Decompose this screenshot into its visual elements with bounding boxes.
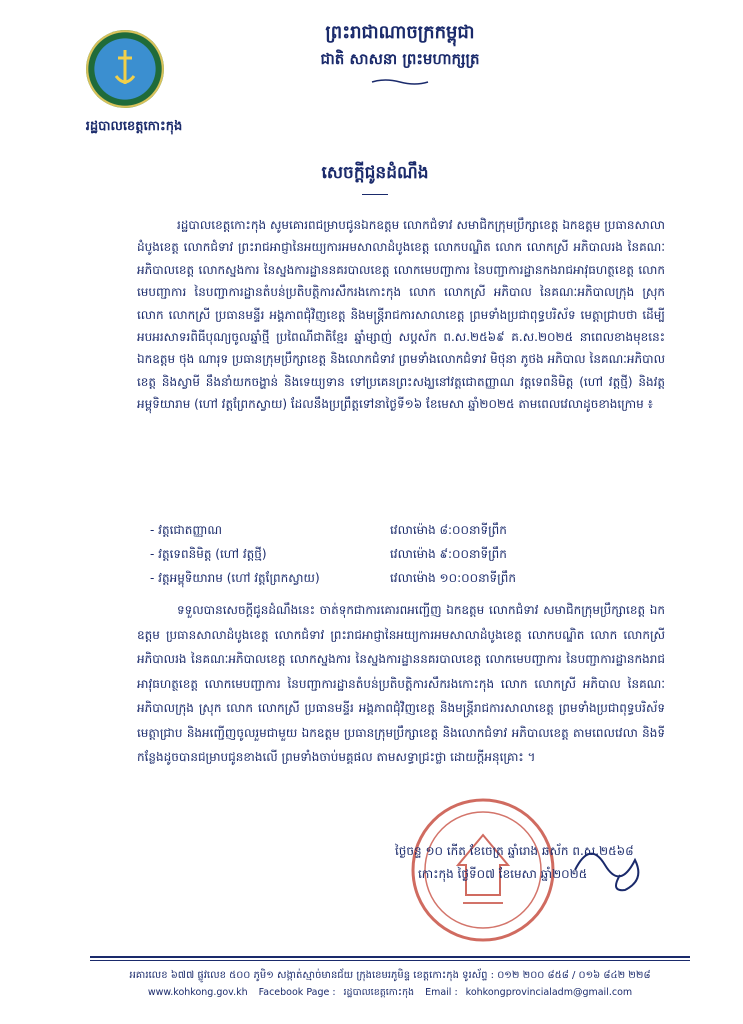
email-label: Email : (425, 987, 458, 998)
notice-paragraph-2: ទទួលបានសេចក្តីជូនដំណឹងនេះ ចាត់ទុកជាការគោរពអញ្ជើញ ឯកឧត្តម លោកជំទាវ សមាជិកក្រុមប្រឹក្សាខេត្ត ឯកឧត្តម ប្រធានសាលាដំបូងខេត្ត លោកជំទាវ ព្រះរាជអាជ្ញានៃអយ្យការអមសាលាដំបូងខេត្ត លោកបណ្ឌិត លោក លោកស្រី អភិបាលរង នៃគណៈអភិបាលខេត្ត លោកស្នងការ នៃស្នងការដ្ឋាននគរបាលខេត្ត លោកមេបញ្ជាការ នៃបញ្ជាការដ្ឋានកងរាជអាវុធហត្ថខេត្ត លោកមេបញ្ជាការ នៃបញ្ជាការដ្ឋានតំបន់ប្រតិបត្តិការសឹករងកោះកុង លោក លោកស្រី អភិបាល នៃគណៈអភិបាលក្រុង ស្រុក លោក លោកស្រី ប្រធានមន្ទីរ អង្គភាពជុំវិញខេត្ត និងមន្ត្រីរាជការសាលាខេត្ត ព្រមទាំងប្រជាពុទ្ធបរិស័ទ មេត្តាជ្រាប និងអញ្ជើញចូលរួមជាមួយ ឯកឧត្តម ប្រធានក្រុមប្រឹក្សាខេត្ត និងលោកជំទាវ អភិបាលខេត្ត តាមពេលវេលា និងទីកន្លែងដូចបានជម្រាបជូនខាងលើ ព្រមទាំងចាប់មគ្គផល តាមសទ្ធាជ្រះថ្លា ដោយក្តីអនុគ្រោះ ។ (137, 603, 665, 764)
footer-divider (90, 960, 690, 961)
footer-divider (90, 956, 690, 958)
office-name: រដ្ឋបាលខេត្តកោះកុង (85, 119, 183, 134)
invitation-body (137, 598, 665, 770)
anchor-icon (114, 48, 136, 88)
schedule-row (150, 570, 620, 594)
ornament-divider-icon (370, 78, 430, 86)
signature-icon (565, 830, 655, 900)
kingdom-heading: ព្រះរាជាណាចក្រកម្ពុជា (325, 22, 475, 43)
email-link[interactable]: kohkongprovincialadm@gmail.com (465, 987, 633, 998)
footer-address: អគារលេខ ៦៧៧ ផ្លូវលេខ ៥០០ ភូមិ១ សង្កាត់ស្មាច់មានជ័យ ក្រុងខេមរភូមិន្ទ ខេត្តកោះកុង ទូរស័ព្ទ : ០១២ ២០០ ៨៥៨ / ០១៦ ៨៤២ ២២៨ (129, 970, 651, 981)
document-title: សេចក្តីជូនដំណឹង (321, 163, 429, 183)
solar-date: កោះកុង ថ្ងៃទី០៧ ខែមេសា ឆ្នាំ២០២៥ (418, 867, 588, 881)
ceremony-time: វេលាម៉ោង ១០:០០នាទីព្រឹក (390, 571, 516, 585)
title-divider (362, 194, 388, 195)
schedule-row (150, 522, 620, 546)
website-link[interactable]: www.kohkong.gov.kh (147, 987, 248, 998)
ceremony-schedule (150, 522, 620, 594)
ceremony-time: វេលាម៉ោង ៨:០០នាទីព្រឹក (390, 523, 507, 537)
pagoda-name: - វត្តជោតញ្ញាណ (150, 523, 223, 537)
footer-contact (90, 986, 690, 1000)
national-motto: ជាតិ សាសនា ព្រះមហាក្សត្រ (320, 50, 480, 68)
ceremony-time: វេលាម៉ោង ៩:០០នាទីព្រឹក (390, 547, 507, 561)
schedule-row (150, 546, 620, 570)
pagoda-name: - វត្តទេពនិមិត្ត (ហៅ វត្តថ្មី) (150, 547, 267, 561)
lunar-date: ថ្ងៃចន្ទ ១០ កើត ខែចេត្រ ឆ្នាំរោង ឆស័ក ព.ស.២៥៦៨ (395, 844, 634, 858)
notice-paragraph-1: រដ្ឋបាលខេត្តកោះកុង សូមគោរពជម្រាបជូនឯកឧត្តម លោកជំទាវ សមាជិកក្រុមប្រឹក្សាខេត្ត ឯកឧត្តម ប្រធានសាលាដំបូងខេត្ត លោកជំទាវ ព្រះរាជអាជ្ញានៃអយ្យការអមសាលាដំបូងខេត្ត លោកបណ្ឌិត លោក លោកស្រី អភិបាលរង នៃគណៈអភិបាលខេត្ត លោកស្នងការ នៃស្នងការដ្ឋាននគរបាលខេត្ត លោកមេបញ្ជាការ នៃបញ្ជាការដ្ឋានកងរាជអាវុធហត្ថខេត្ត លោកមេបញ្ជាការ នៃបញ្ជាការដ្ឋានតំបន់ប្រតិបត្តិការសឹករងកោះកុង លោក លោកស្រី អភិបាល នៃគណៈអភិបាលក្រុង ស្រុក លោក លោកស្រី ប្រធានមន្ទីរ អង្គភាពជុំវិញខេត្ត និងមន្ត្រីរាជការសាលាខេត្ត ព្រមទាំងប្រជាពុទ្ធបរិស័ទ មេត្តាជ្រាបថា ដើម្បីអបអរសាទរពិធីបុណ្យចូលឆ្នាំថ្មី ប្រពៃណីជាតិខ្មែរ ឆ្នាំម្សាញ់ សប្តស័ក ព.ស.២៥៦៩ គ.ស.២០២៥ នាពេលខាងមុខនេះ ឯកឧត្តម ថុង ណារុទ ប្រធានក្រុមប្រឹក្សាខេត្ត និងលោកជំទាវ ព្រមទាំងលោកជំទាវ មិថុនា ភូថង អភិបាល នៃគណៈអភិបាលខេត្ត និងស្វាមី នឹងនាំយកចង្ហាន់ និងទេយ្យទាន ទៅប្រគេនព្រះសង្ឃនៅវត្តជោតញ្ញាណ វត្តទេពនិមិត្ត (ហៅ វត្តថ្មី) និងវត្តអម្ពុទិយារាម (ហៅ វត្តព្រែកស្វាយ) ដែលនឹងប្រព្រឹត្តទៅនាថ្ងៃទី១៦ ខែមេសា ឆ្នាំ២០២៥ តាមពេលវេលាដូចខាងក្រោម ៖ (137, 218, 665, 412)
notice-body (137, 214, 665, 416)
facebook-link[interactable]: រដ្ឋបាលខេត្តកោះកុង (343, 987, 415, 998)
facebook-label: Facebook Page : (258, 987, 336, 998)
pagoda-name: - វត្តអម្ពុទិយារាម (ហៅ វត្តព្រែកស្វាយ) (150, 571, 320, 585)
provincial-emblem-icon (86, 30, 164, 108)
